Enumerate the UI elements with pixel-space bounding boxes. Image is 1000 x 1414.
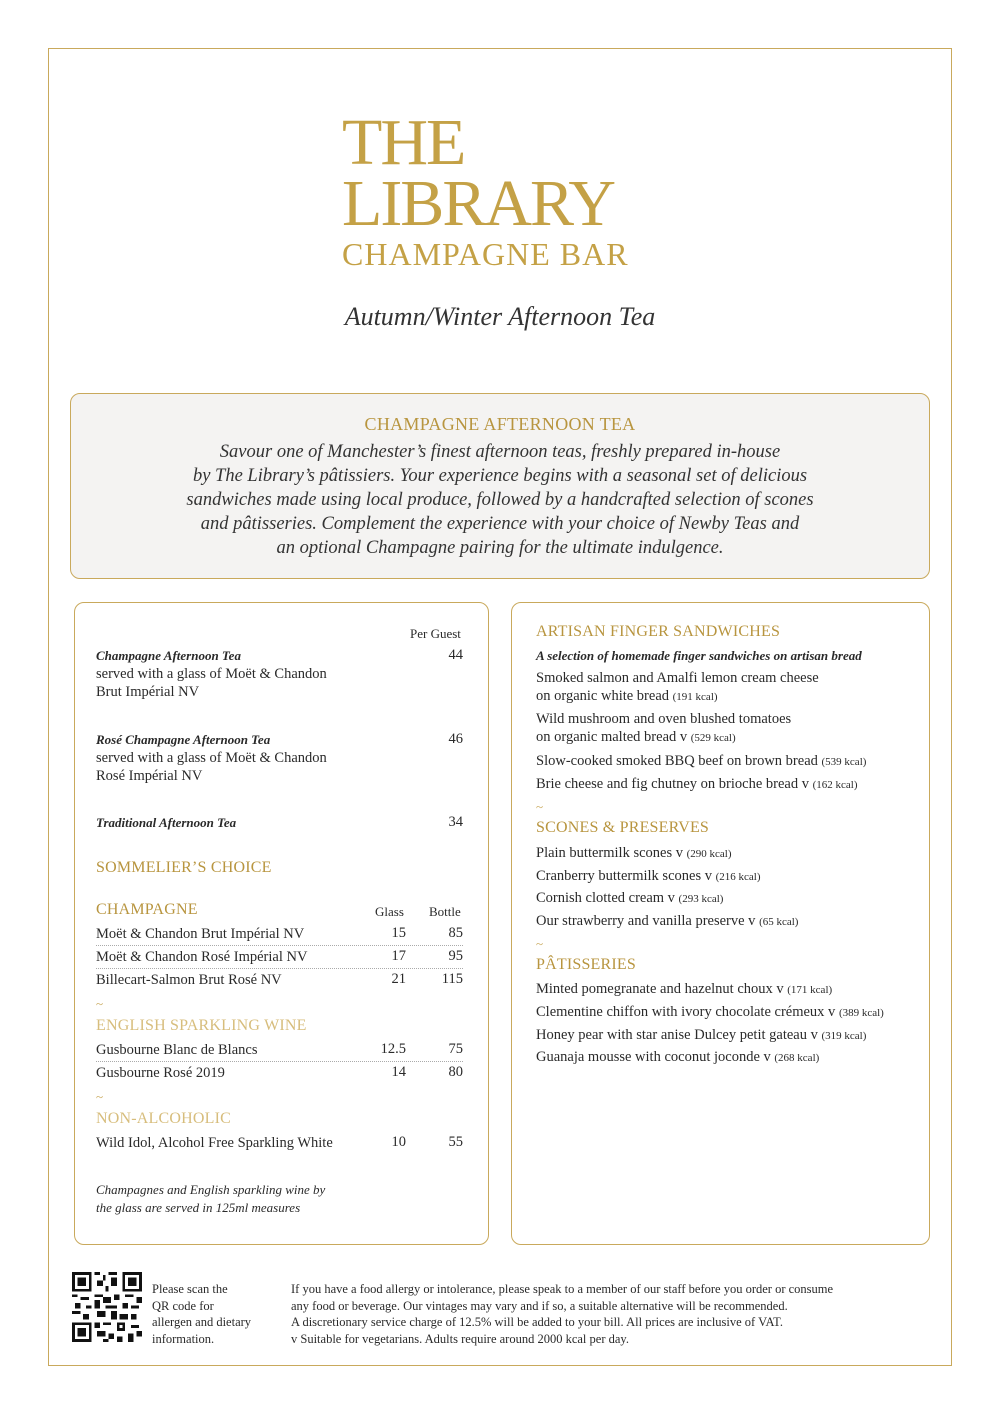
- wine-name: Gusbourne Blanc de Blancs: [96, 1042, 258, 1058]
- info-line: v Suitable for vegetarians. Adults require around 2000 kcal per day.: [291, 1331, 629, 1346]
- food-panel: [511, 602, 930, 1245]
- info-line: If you have a food allergy or intolerance, please speak to a member of our staff before you order or consume: [291, 1282, 834, 1296]
- kcal-value: (268 kcal): [774, 1052, 820, 1064]
- sandwich-item: Smoked salmon and Amalfi lemon cream cheese: [536, 670, 819, 686]
- qr-instructions: [152, 1281, 251, 1347]
- wine-name: Gusbourne Rosé 2019: [96, 1065, 225, 1081]
- sandwiches-title: ARTISAN FINGER SANDWICHES: [536, 623, 781, 640]
- scones-title: SCONES & PRESERVES: [536, 819, 710, 836]
- kcal-value: (191 kcal): [672, 691, 718, 703]
- scone-item: Cornish clotted cream v (293 kcal): [536, 890, 724, 906]
- per-guest-label: Per Guest: [410, 626, 461, 641]
- scone-item: Cranberry buttermilk scones v (216 kcal): [536, 868, 761, 884]
- row-divider: [96, 945, 463, 946]
- tea-name: Rosé Champagne Afternoon Tea: [96, 732, 271, 747]
- intro-text: [131, 440, 869, 560]
- kcal-value: (539 kcal): [821, 756, 867, 768]
- tea-name: Champagne Afternoon Tea: [96, 648, 241, 663]
- intro-line: Savour one of Manchester’s finest afternoon teas, freshly prepared in-house: [219, 442, 781, 462]
- tea-desc: Rosé Impérial NV: [96, 768, 203, 784]
- wine-glass-price: 15: [391, 925, 406, 941]
- section-separator: ~: [536, 936, 544, 951]
- wine-name: Billecart-Salmon Brut Rosé NV: [96, 972, 282, 988]
- logo-line-champagne-bar: CHAMPAGNE BAR: [342, 236, 629, 272]
- tea-price: 46: [448, 731, 463, 747]
- patisserie-item: Guanaja mousse with coconut joconde v (268 kcal): [536, 1049, 820, 1065]
- logo-line-the: THE: [342, 106, 465, 179]
- non-alcoholic-title: NON-ALCOHOLIC: [96, 1110, 232, 1127]
- wine-name: Wild Idol, Alcohol Free Sparkling White: [96, 1135, 333, 1151]
- qr-instruction-line: information.: [152, 1331, 215, 1346]
- glass-label: Glass: [375, 904, 404, 919]
- row-divider: [96, 968, 463, 969]
- bottle-label: Bottle: [429, 904, 461, 919]
- kcal-value: (290 kcal): [686, 848, 732, 860]
- menu-subtitle: Autumn/Winter Afternoon Tea: [344, 302, 656, 331]
- kcal-value: (529 kcal): [690, 732, 736, 744]
- wine-bottle-price: 75: [448, 1041, 463, 1057]
- library-logo: [342, 106, 672, 272]
- patisserie-item: Minted pomegranate and hazelnut choux v (171 kcal): [536, 981, 833, 997]
- intro-line: an optional Champagne pairing for the ultimate indulgence.: [276, 538, 724, 558]
- kcal-value: (216 kcal): [715, 871, 761, 883]
- intro-title: CHAMPAGNE AFTERNOON TEA: [364, 414, 636, 434]
- scone-item: Our strawberry and vanilla preserve v (65 kcal): [536, 913, 799, 929]
- english-sparkling-title: ENGLISH SPARKLING WINE: [96, 1017, 307, 1034]
- kcal-value: (162 kcal): [812, 779, 858, 791]
- allergen-info: [291, 1281, 833, 1347]
- intro-line: by The Library’s pâtissiers. Your experience begins with a seasonal set of delicious: [192, 466, 808, 486]
- sandwich-item-line2: on organic malted bread v (529 kcal): [536, 729, 736, 745]
- measure-note: the glass are served in 125ml measures: [96, 1200, 301, 1215]
- kcal-value: (293 kcal): [678, 893, 724, 905]
- kcal-value: (171 kcal): [787, 984, 833, 996]
- wine-glass-price: 21: [391, 971, 406, 987]
- info-line: A discretionary service charge of 12.5% will be added to your bill. All prices are inclusive of VAT.: [291, 1315, 784, 1329]
- tea-desc: served with a glass of Moët & Chandon: [96, 750, 327, 766]
- measure-note: Champagnes and English sparkling wine by: [96, 1182, 326, 1197]
- champagne-title: CHAMPAGNE: [96, 901, 198, 918]
- tea-name: Traditional Afternoon Tea: [96, 815, 237, 830]
- info-line: any food or beverage. Our vintages may vary and if so, a suitable alternative will be recommended.: [291, 1298, 788, 1313]
- wine-name: Moët & Chandon Rosé Impérial NV: [96, 949, 308, 965]
- wine-glass-price: 10: [391, 1134, 406, 1150]
- intro-line: and pâtisseries. Complement the experience with your choice of Newby Teas and: [200, 514, 800, 534]
- tea-desc: served with a glass of Moët & Chandon: [96, 666, 327, 682]
- sandwiches-subtitle: A selection of homemade finger sandwiches on artisan bread: [536, 648, 862, 663]
- wine-glass-price: 14: [391, 1064, 406, 1080]
- kcal-value: (319 kcal): [821, 1030, 867, 1042]
- section-separator: ~: [96, 996, 104, 1011]
- wine-bottle-price: 95: [448, 948, 463, 964]
- qr-instruction-line: QR code for: [152, 1298, 214, 1313]
- tea-and-drinks-panel: [74, 602, 489, 1245]
- sandwich-item: Wild mushroom and oven blushed tomatoes: [536, 711, 792, 727]
- section-separator: ~: [96, 1089, 104, 1104]
- patisserie-item: Honey pear with star anise Dulcey petit gateau v (319 kcal): [536, 1027, 867, 1043]
- qr-instruction-line: allergen and dietary: [152, 1315, 252, 1329]
- section-separator: ~: [536, 799, 544, 814]
- kcal-value: (65 kcal): [759, 916, 799, 928]
- allergen-qr-code[interactable]: [72, 1272, 142, 1342]
- logo-line-library: LIBRARY: [342, 167, 615, 240]
- wine-bottle-price: 115: [441, 971, 463, 987]
- wine-bottle-price: 85: [448, 925, 463, 941]
- wine-glass-price: 12.5: [380, 1041, 406, 1057]
- sandwich-item: Brie cheese and fig chutney on brioche bread v (162 kcal): [536, 776, 858, 792]
- kcal-value: (389 kcal): [838, 1007, 884, 1019]
- tea-price: 34: [448, 814, 463, 830]
- scone-item: Plain buttermilk scones v (290 kcal): [536, 845, 732, 861]
- patisserie-item: Clementine chiffon with ivory chocolate crémeux v (389 kcal): [536, 1004, 884, 1020]
- wine-glass-price: 17: [391, 948, 406, 964]
- qr-instruction-line: Please scan the: [152, 1282, 228, 1296]
- sandwich-item-line2: on organic white bread (191 kcal): [536, 688, 718, 704]
- patisseries-title: PÂTISSERIES: [536, 956, 636, 973]
- sandwich-item: Slow-cooked smoked BBQ beef on brown bread (539 kcal): [536, 753, 867, 769]
- row-divider: [96, 1061, 463, 1062]
- tea-desc: Brut Impérial NV: [96, 684, 200, 700]
- wine-bottle-price: 55: [448, 1134, 463, 1150]
- wine-name: Moët & Chandon Brut Impérial NV: [96, 926, 305, 942]
- intro-line: sandwiches made using local produce, followed by a handcrafted selection of scones: [186, 490, 814, 510]
- tea-price: 44: [448, 647, 463, 663]
- sommelier-title: SOMMELIER’S CHOICE: [96, 859, 272, 876]
- wine-bottle-price: 80: [448, 1064, 463, 1080]
- intro-panel: [70, 393, 930, 579]
